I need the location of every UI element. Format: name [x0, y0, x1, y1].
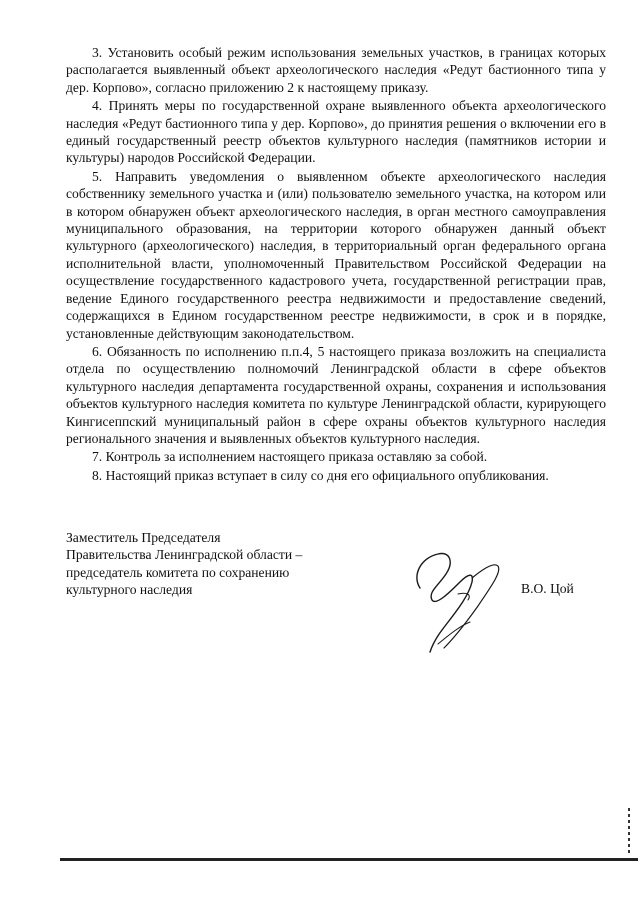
paragraph-4: 4. Принять меры по государственной охране выявленного объекта археологического наследия «Редут бастионного типа у дер. Корпово», до принятия решения о включении его в единый государственный реестр объектов культурного наследия (памятников истории и культуры) народов Российской Федерации. — [66, 98, 606, 166]
paragraph-7: 7. Контроль за исполнением настоящего приказа оставляю за собой. — [92, 449, 488, 465]
scan-edge-mark — [628, 808, 630, 856]
signatory-title-line: председатель комитета по сохранению — [66, 564, 290, 580]
signatory-title-line: культурного наследия — [66, 582, 193, 598]
handwritten-signature — [398, 548, 528, 658]
signatory-name: В.О. Цой — [521, 581, 574, 596]
signatory-title-line: Заместитель Председателя — [66, 530, 221, 545]
signatory-title — [66, 529, 302, 599]
paragraph-6: 6. Обязанность по исполнению п.п.4, 5 настоящего приказа возложить на специалиста отдела по осуществлению полномочий Ленинградской области в сфере объектов культурного наследия департамента государственной охраны, сохранения и использования объектов культурного наследия комитета по культуре Ленинградской области, курирующего Кингисеппский муниципальный район в сфере охраны объектов культурного наследия регионального значения и выявленных объектов культурного наследия. — [66, 343, 606, 446]
footer-rule — [60, 858, 638, 861]
signatory-title-line: Правительства Ленинградской области – — [66, 547, 303, 563]
paragraph-8: 8. Настоящий приказ вступает в силу со дня его официального опубликования. — [92, 467, 549, 483]
paragraph-3: 3. Установить особый режим использования земельных участков, в границах которых располагается выявленный объект археологического наследия «Редут бастионного типа у дер. Корпово», согласно приложению 2 к настоящему приказу. — [66, 45, 606, 95]
document-body — [66, 44, 606, 485]
paragraph-5: 5. Направить уведомления о выявленном объекте археологического наследия собственнику земельного участка и (или) пользователю земельного участка, на котором или в котором обнаружен объект археологического наследия, в орган местного самоуправления муниципального образования, на территории которого обнаружен данный объект культурного (археологического) наследия, в территориальный орган федерального органа исполнительной власти, уполномоченный Правительством Российской Федерации на осуществление государственного кадастрового учета, государственной регистрации прав, ведение Единого государственного реестра недвижимости и предоставление сведений, содержащихся в Едином государственном реестре недвижимости, в срок и в порядке, установленные действующим законодательством. — [66, 168, 606, 341]
